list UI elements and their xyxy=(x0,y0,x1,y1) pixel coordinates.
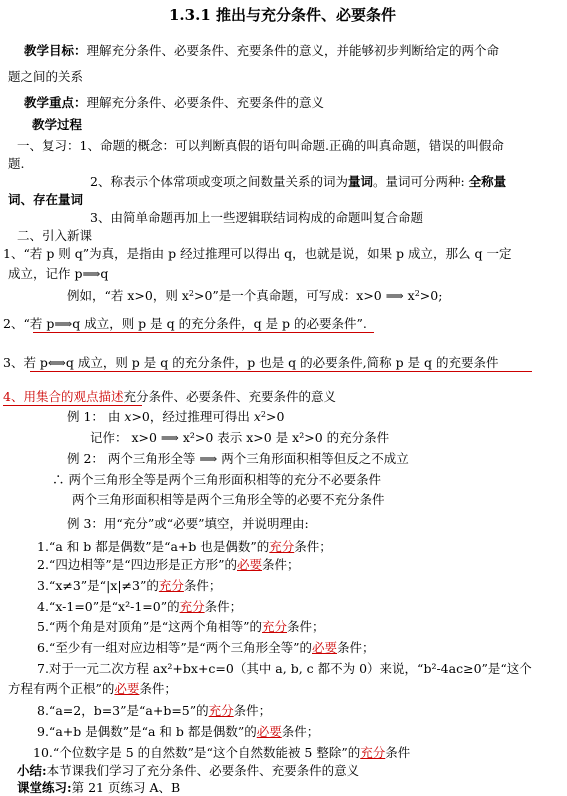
example-3-item: 1.“a 和 b 都是偶数”是“a+b 也是偶数”的充分条件； xyxy=(37,539,332,554)
key-point-text: 理解充分条件、必要条件、充要条件的意义 xyxy=(86,95,325,110)
quantifier-term: 量词 xyxy=(347,174,373,189)
exercise-line xyxy=(17,780,180,796)
example-3-item: 5.“两个角是对顶角”是“这两个角相等”的充分条件； xyxy=(37,619,325,634)
example-3-item: 3.“x≠3”是“|x|≠3”的充分条件； xyxy=(37,578,222,593)
example-text-a: 例如，“若 x>0，则 x xyxy=(67,288,189,303)
summary-label: 小结: xyxy=(17,763,47,778)
example-2-line-3: 两个三角形面积相等是两个三角形全等的必要不充分条件 xyxy=(72,492,385,507)
answer: 充分 xyxy=(158,578,184,593)
example-3-item: 8.“a=2，b=3”是“a+b=5”的充分条件； xyxy=(37,703,272,718)
example-1-line-1 xyxy=(67,409,284,425)
example-3-item: 10.“个位数字是 5 的自然数”是“这个自然数能被 5 整除”的充分条件 xyxy=(33,745,411,760)
example-1-line-2: 记作： x>0 ⟹ x²>0 表示 x>0 是 x²>0 的充分条件 xyxy=(90,430,390,445)
review-line-3-text: 2、称表示个体常项或变项之间数量关系的词为 xyxy=(90,174,348,189)
review-line-3-text-2: 。量词可分两种: xyxy=(372,174,469,189)
example-3-item: 6.“至少有一组对应边相等”是“两个三角形全等”的必要条件； xyxy=(37,640,375,655)
answer: 充分 xyxy=(360,745,386,760)
example-2-line-1: 例 2： 两个三角形全等 ⟹ 两个三角形面积相等但反之不成立 xyxy=(67,451,409,466)
objective-text-1: 理解充分条件、必要条件、充要条件的意义，并能够初步判断给定的两个命 xyxy=(86,43,500,58)
example-2-line-2: ∴ 两个三角形全等是两个三角形面积相等的充分不必要条件 xyxy=(52,472,381,487)
objective-line-1 xyxy=(24,43,499,59)
example-1-end: >0 xyxy=(266,409,285,424)
answer: 充分 xyxy=(262,619,288,634)
exponent: 2 xyxy=(414,289,420,298)
var-x: x xyxy=(253,409,261,424)
answer: 必要 xyxy=(312,640,338,655)
example-text-c: >0”是一个真命题，可写成：x>0 ⟹ x xyxy=(193,288,415,303)
point-4-lead: 4、用集合的观点描述 xyxy=(3,389,124,404)
key-point-line xyxy=(24,95,324,111)
exponent: 2 xyxy=(260,410,266,419)
answer: 必要 xyxy=(114,681,140,696)
point-3: 3、若 p⟺q 成立，则 p 是 q 的充分条件，p 也是 q 的必要条件,简称 p 是 q 的充要条件 xyxy=(3,355,499,370)
review-line-5: 3、由简单命题再加上一些逻辑联结词构成的命题叫复合命题 xyxy=(90,210,423,225)
example-3-intro: 例 3：用“充分”或“必要”填空，并说明理由: xyxy=(67,516,309,531)
point-4 xyxy=(3,389,336,405)
review-line-2: 题. xyxy=(8,156,25,171)
example-text-e: >0; xyxy=(419,288,443,303)
answer: 充分 xyxy=(269,539,295,554)
objective-label: 教学目标： xyxy=(24,43,87,58)
example-3-item-7-line-2: 方程有两个正根”的必要条件； xyxy=(8,681,177,696)
point-1-example xyxy=(67,288,442,304)
example-3-item: 2.“四边相等”是“四边形是正方形”的必要条件； xyxy=(37,557,300,572)
exercise-label: 课堂练习: xyxy=(17,780,72,795)
var-x: x xyxy=(124,409,132,424)
example-3-item: 4.“x-1=0”是“x²-1=0”的充分条件； xyxy=(37,599,243,614)
example-1-label: 例 1： 由 xyxy=(67,409,125,424)
point-1-line-1: 1、“若 p 则 q”为真，是指由 p 经过推理可以得出 q，也就是说，如果 p 成立，那么 q 一定 xyxy=(3,246,512,261)
page-title: 1.3.1 推出与充分条件、必要条件 xyxy=(169,6,396,24)
review-line-4: 词、存在量词 xyxy=(8,192,84,207)
summary-text: 本节课我们学习了充分条件、必要条件、充要条件的意义 xyxy=(46,763,360,778)
exponent: 2 xyxy=(188,289,194,298)
point-2-underline xyxy=(33,332,374,333)
point-3-underline xyxy=(30,371,532,372)
answer: 充分 xyxy=(179,599,205,614)
exercise-text: 第 21 页练习 A、B xyxy=(71,780,181,795)
objective-line-2: 题之间的关系 xyxy=(8,69,84,84)
point-4-text: 充分条件、必要条件、充要条件的意义 xyxy=(123,389,336,404)
summary-line xyxy=(17,763,359,779)
answer: 必要 xyxy=(237,557,263,572)
review-line-1: 一、复习：1、命题的概念：可以判断真假的语句叫命题.正确的叫真命题，错误的叫假命 xyxy=(17,138,504,153)
process-heading: 教学过程 xyxy=(32,117,83,132)
point-4-underline xyxy=(3,405,142,406)
new-lesson-heading: 二、引入新课 xyxy=(17,228,93,243)
universal-quantifier-term: 全称量 xyxy=(468,174,507,189)
point-2: 2、“若 p⟹q 成立，则 p 是 q 的充分条件，q 是 p 的必要条件”. xyxy=(3,316,367,331)
answer: 充分 xyxy=(208,703,234,718)
answer: 必要 xyxy=(256,724,282,739)
review-line-3 xyxy=(90,174,506,190)
point-1-line-2: 成立，记作 p⟹q xyxy=(8,266,109,281)
key-point-label: 教学重点： xyxy=(24,95,87,110)
example-3-item-7-line-1: 7.对于一元二次方程 ax²+bx+c=0（其中 a, b, c 都不为 0）来说，“b²-4ac≥0”是“这个 xyxy=(37,661,532,676)
example-1-text: >0，经过推理可得出 xyxy=(131,409,254,424)
example-3-item: 9.“a+b 是偶数”是“a 和 b 都是偶数”的必要条件； xyxy=(37,724,320,739)
